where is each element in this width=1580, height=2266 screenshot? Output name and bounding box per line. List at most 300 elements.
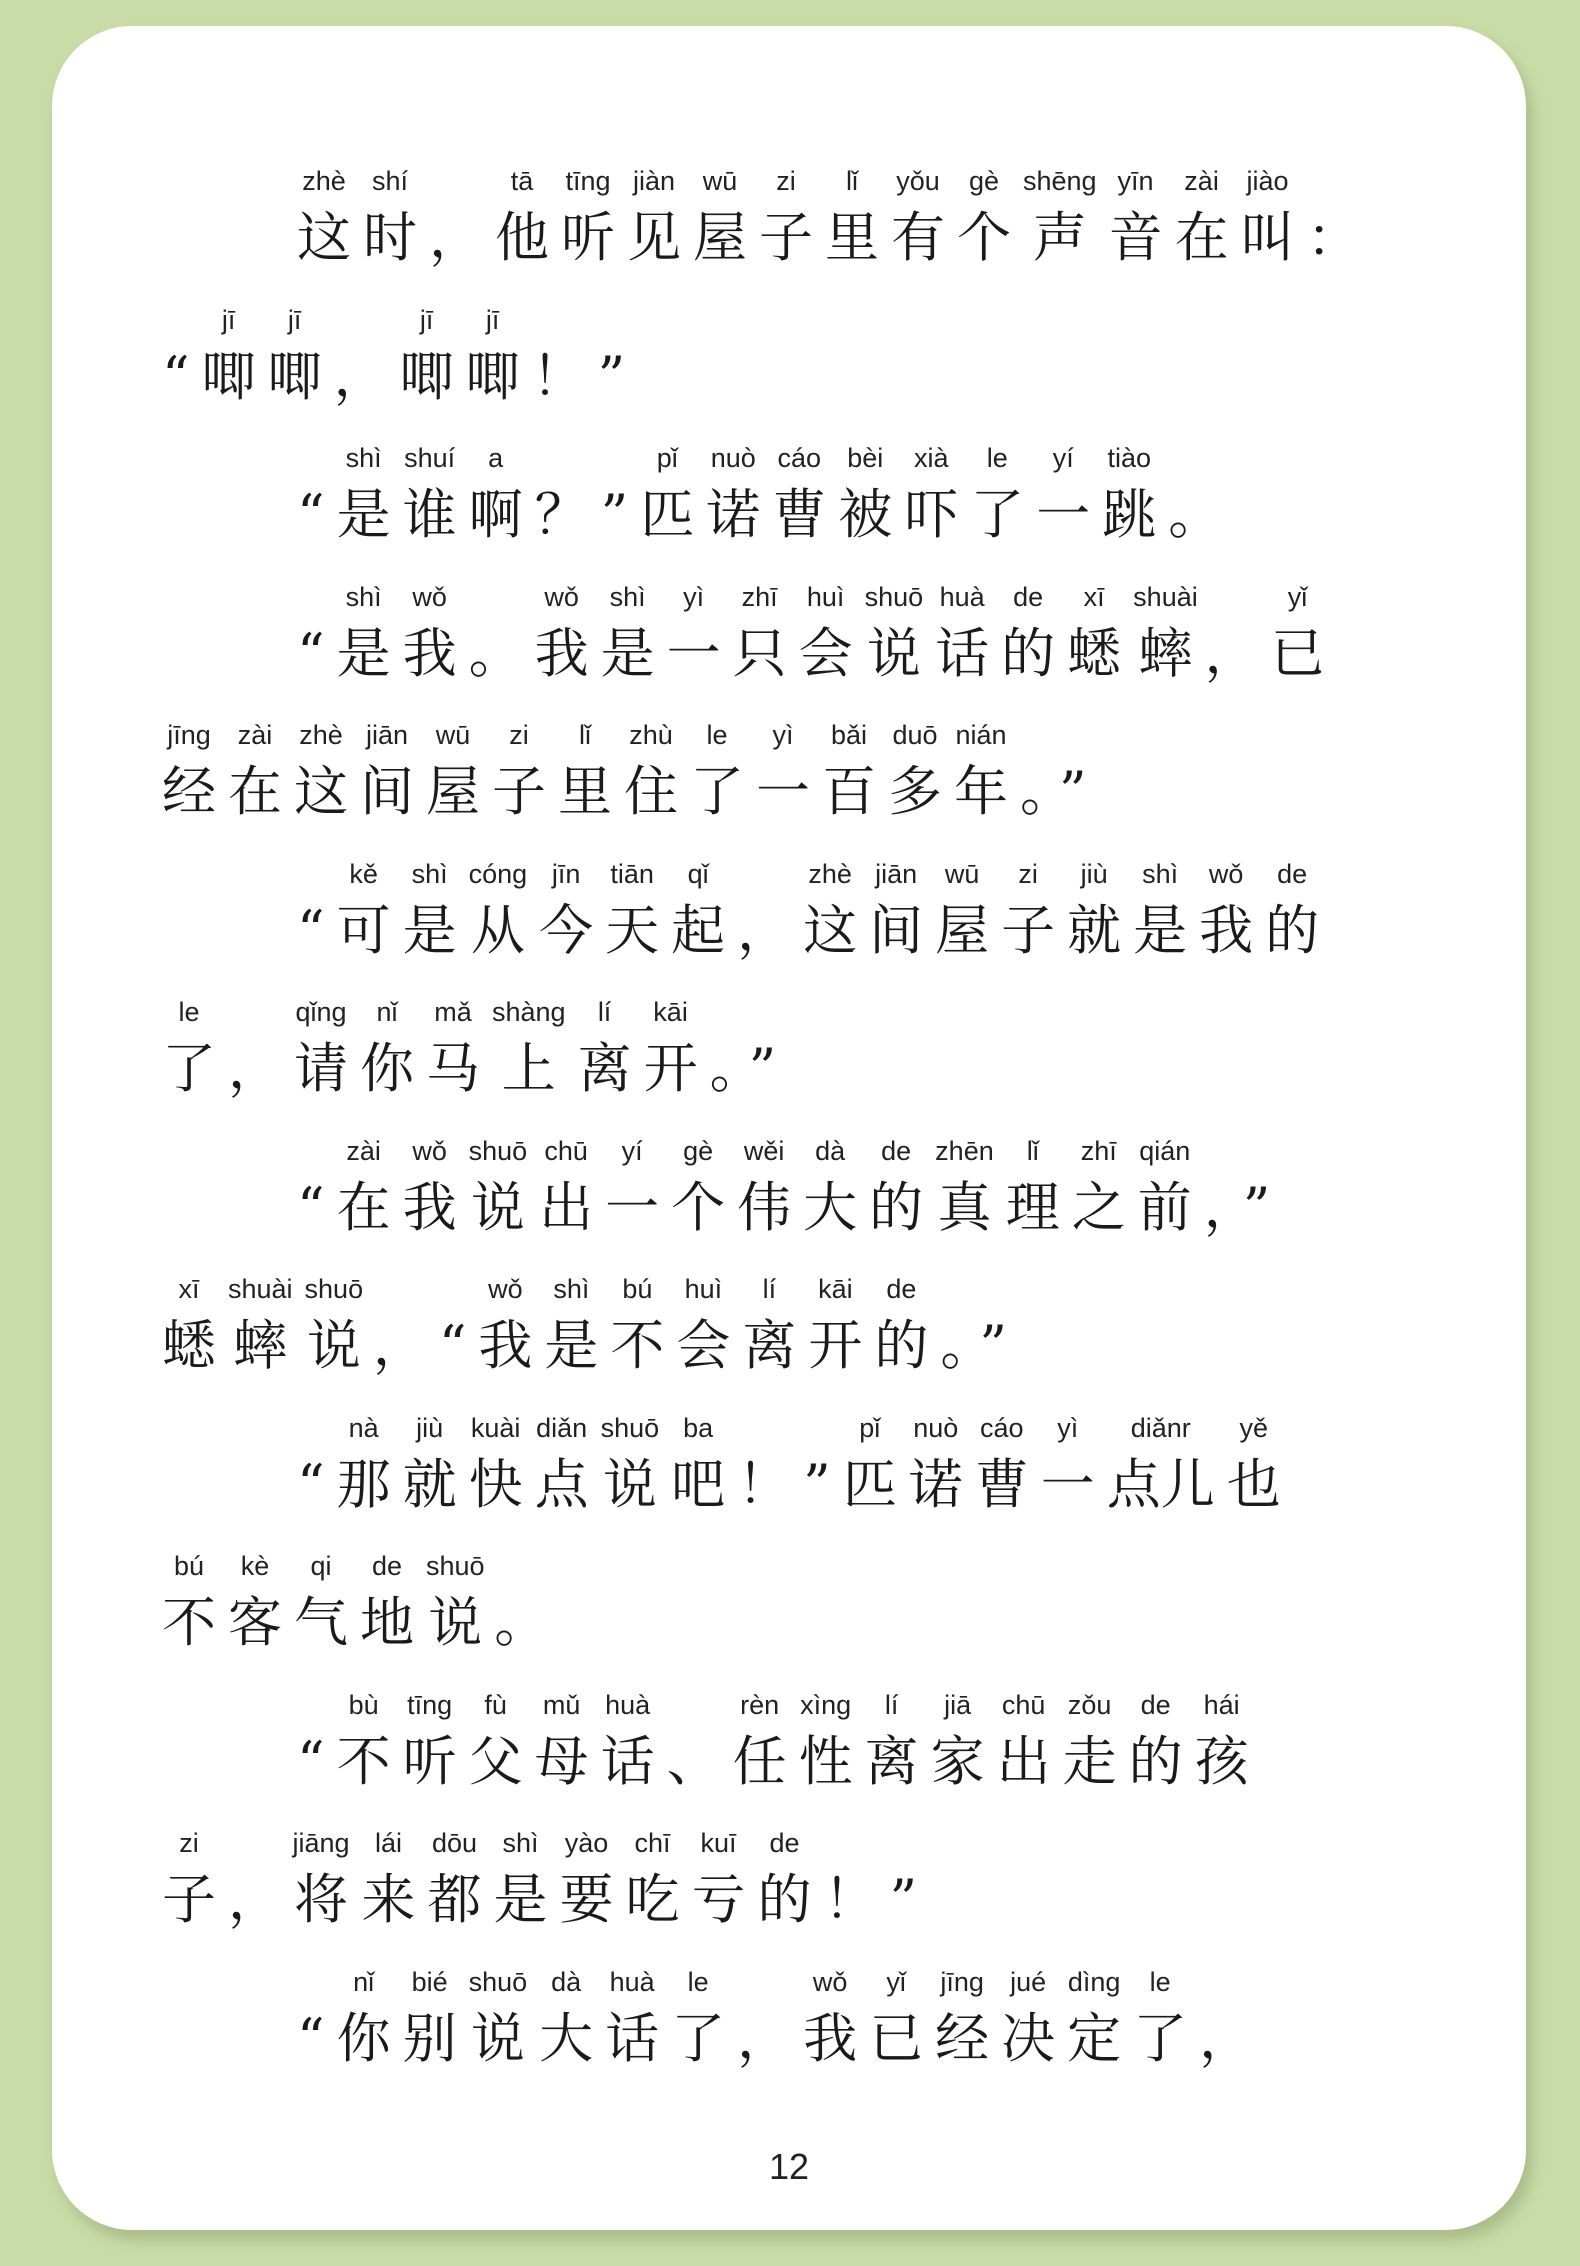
hanzi-char bbox=[539, 1135, 594, 1239]
pinyin: xī bbox=[162, 1274, 216, 1304]
pinyin: gè bbox=[671, 1135, 726, 1166]
hanzi: 一 bbox=[605, 1175, 660, 1239]
hanzi: 匹 bbox=[842, 1452, 897, 1516]
hanzi: 的 bbox=[757, 1868, 812, 1931]
hanzi: 是 bbox=[336, 483, 391, 546]
hanzi-char bbox=[162, 1828, 216, 1931]
punctuation: ” bbox=[1242, 1175, 1271, 1239]
pinyin: shuài bbox=[228, 1274, 293, 1304]
hanzi: 开 bbox=[643, 1037, 698, 1100]
hanzi: 就 bbox=[402, 1452, 457, 1516]
hanzi: 唧 bbox=[465, 344, 520, 408]
hanzi-char bbox=[1023, 166, 1097, 269]
hanzi-char bbox=[559, 1828, 614, 1931]
pinyin: yí bbox=[605, 1135, 660, 1166]
hanzi-char bbox=[468, 1135, 528, 1239]
hanzi-char bbox=[624, 720, 678, 823]
pinyin: jiān bbox=[869, 858, 924, 889]
pinyin: mǎ bbox=[426, 997, 480, 1027]
hanzi-char bbox=[869, 1135, 924, 1239]
hanzi-char bbox=[1102, 443, 1157, 546]
hanzi: 经 bbox=[935, 2006, 990, 2070]
hanzi-char bbox=[478, 1274, 533, 1377]
hanzi: 是 bbox=[600, 621, 655, 685]
hanzi: 里 bbox=[825, 206, 879, 269]
text-line bbox=[162, 997, 1442, 1136]
pinyin: shì bbox=[493, 1828, 548, 1858]
hanzi: 说 bbox=[600, 1452, 660, 1516]
hanzi: 屋 bbox=[935, 898, 990, 962]
hanzi-char bbox=[690, 720, 744, 823]
pinyin: nà bbox=[336, 1412, 391, 1443]
hanzi: 就 bbox=[1067, 898, 1122, 962]
hanzi-char bbox=[742, 1274, 797, 1377]
hanzi-char bbox=[864, 581, 924, 685]
hanzi: 年 bbox=[954, 760, 1008, 823]
text-line bbox=[162, 1274, 1442, 1413]
hanzi-char bbox=[267, 304, 322, 408]
hanzi: 你 bbox=[336, 2006, 391, 2070]
punctuation: 。 bbox=[468, 621, 523, 685]
hanzi-char bbox=[908, 1412, 963, 1516]
hanzi: 亏 bbox=[691, 1868, 746, 1931]
hanzi-char bbox=[162, 1551, 216, 1654]
hanzi: 说 bbox=[304, 1314, 364, 1377]
hanzi: 的 bbox=[1001, 621, 1056, 685]
hanzi-char bbox=[1036, 443, 1091, 546]
pinyin: jiā bbox=[930, 1689, 985, 1720]
pinyin: xī bbox=[1067, 581, 1122, 612]
hanzi-char bbox=[561, 166, 615, 269]
punctuation: ， bbox=[737, 2006, 792, 2070]
hanzi: 住 bbox=[624, 760, 678, 823]
hanzi: 别 bbox=[402, 2006, 457, 2070]
punctuation: ” bbox=[889, 1868, 918, 1931]
hanzi: 这 bbox=[297, 206, 351, 269]
hanzi-char bbox=[904, 443, 959, 546]
hanzi: 会 bbox=[676, 1314, 731, 1377]
pinyin: nǐ bbox=[336, 1966, 391, 1997]
hanzi: 蟀 bbox=[228, 1314, 293, 1377]
pinyin: bù bbox=[336, 1689, 391, 1720]
pinyin: wǒ bbox=[402, 581, 457, 612]
hanzi: 我 bbox=[478, 1314, 533, 1377]
pinyin: wū bbox=[426, 720, 480, 750]
pinyin: shuài bbox=[1133, 581, 1198, 612]
hanzi: 叫 bbox=[1240, 206, 1295, 269]
hanzi: 子 bbox=[759, 206, 813, 269]
pinyin: kuài bbox=[468, 1412, 523, 1443]
pinyin: de bbox=[869, 1135, 924, 1166]
hanzi-char bbox=[426, 720, 480, 823]
pinyin: diǎnr bbox=[1106, 1412, 1215, 1443]
pinyin: yí bbox=[1036, 443, 1091, 473]
pinyin: yǐ bbox=[869, 1966, 924, 1997]
punctuation: ， bbox=[737, 898, 792, 962]
text-line bbox=[162, 1828, 1442, 1967]
hanzi: 开 bbox=[808, 1314, 863, 1377]
pinyin: wū bbox=[693, 166, 747, 196]
hanzi-char bbox=[465, 304, 520, 408]
hanzi: 我 bbox=[1199, 898, 1254, 962]
pinyin: yīn bbox=[1108, 166, 1163, 196]
pinyin: lǐ bbox=[825, 166, 879, 196]
hanzi: 我 bbox=[534, 621, 589, 685]
hanzi-char bbox=[402, 581, 457, 685]
hanzi-char bbox=[534, 581, 589, 685]
hanzi-char bbox=[996, 1689, 1051, 1793]
pinyin: wǒ bbox=[478, 1274, 533, 1304]
text-line bbox=[162, 720, 1442, 859]
pinyin: le bbox=[970, 443, 1025, 473]
punctuation: ！ bbox=[823, 1868, 878, 1931]
hanzi: 子 bbox=[1001, 898, 1056, 962]
hanzi-char bbox=[336, 581, 391, 685]
pinyin: jiān bbox=[360, 720, 414, 750]
punctuation: ， bbox=[333, 344, 388, 408]
pinyin: wǒ bbox=[803, 1966, 858, 1997]
text-line bbox=[162, 1413, 1442, 1552]
hanzi-char bbox=[1001, 581, 1056, 685]
pinyin: zi bbox=[1001, 858, 1056, 889]
hanzi: 真 bbox=[935, 1175, 994, 1239]
hanzi-char bbox=[492, 720, 546, 823]
hanzi-char bbox=[1001, 1966, 1056, 2070]
pinyin: lí bbox=[742, 1274, 797, 1304]
pinyin: shì bbox=[402, 858, 457, 889]
hanzi-char bbox=[1108, 166, 1163, 269]
pinyin: tiào bbox=[1102, 443, 1157, 473]
pinyin: shuō bbox=[864, 581, 924, 612]
punctuation: ， bbox=[1203, 1175, 1231, 1239]
pinyin: zhè bbox=[297, 166, 351, 196]
hanzi: 点儿 bbox=[1106, 1452, 1215, 1516]
pinyin: lǐ bbox=[1005, 1135, 1060, 1166]
hanzi: 的 bbox=[1128, 1729, 1183, 1793]
hanzi: 伟 bbox=[737, 1175, 792, 1239]
hanzi: 见 bbox=[627, 206, 681, 269]
pinyin: zǒu bbox=[1062, 1689, 1117, 1720]
pinyin: mǔ bbox=[534, 1689, 589, 1720]
hanzi-char bbox=[402, 443, 457, 546]
punctuation: “ bbox=[438, 1314, 467, 1377]
hanzi-char bbox=[544, 1274, 599, 1377]
hanzi-char bbox=[360, 720, 414, 823]
hanzi-char bbox=[1005, 1135, 1060, 1239]
hanzi-char bbox=[627, 166, 681, 269]
hanzi-char bbox=[691, 1828, 746, 1931]
hanzi-char bbox=[935, 858, 990, 962]
hanzi-char bbox=[842, 1412, 897, 1516]
pinyin: shuō bbox=[468, 1966, 528, 1997]
hanzi: 说 bbox=[468, 2006, 528, 2070]
pinyin: kě bbox=[336, 858, 391, 889]
pinyin: xià bbox=[904, 443, 959, 473]
pinyin: huà bbox=[605, 1966, 660, 1997]
pinyin: zhī bbox=[1071, 1135, 1126, 1166]
text-line bbox=[162, 305, 1442, 444]
hanzi: 间 bbox=[869, 898, 924, 962]
pinyin: shí bbox=[363, 166, 417, 196]
hanzi: 那 bbox=[336, 1452, 391, 1516]
hanzi-char bbox=[888, 720, 942, 823]
hanzi-char bbox=[974, 1412, 1029, 1516]
punctuation: ， bbox=[1199, 2006, 1254, 2070]
punctuation: ” bbox=[979, 1314, 1008, 1377]
hanzi: 是 bbox=[336, 621, 391, 685]
pinyin: duō bbox=[888, 720, 942, 750]
pinyin: kuī bbox=[691, 1828, 746, 1858]
hanzi: 之 bbox=[1071, 1175, 1126, 1239]
hanzi: 上 bbox=[492, 1037, 566, 1100]
hanzi-char bbox=[864, 1689, 919, 1793]
hanzi-char bbox=[294, 720, 348, 823]
hanzi: 天 bbox=[605, 898, 660, 962]
punctuation: ” bbox=[597, 344, 626, 408]
hanzi-char bbox=[706, 443, 761, 546]
hanzi-char bbox=[1128, 1689, 1183, 1793]
hanzi: 不 bbox=[162, 1591, 216, 1654]
pinyin: kāi bbox=[643, 997, 698, 1027]
hanzi: 已 bbox=[869, 2006, 924, 2070]
hanzi-char bbox=[759, 166, 813, 269]
punctuation: 、 bbox=[666, 1729, 721, 1793]
pinyin: zi bbox=[162, 1828, 216, 1858]
punctuation: ！ bbox=[737, 1452, 792, 1516]
hanzi: 家 bbox=[930, 1729, 985, 1793]
text-line bbox=[162, 1690, 1442, 1829]
hanzi: 将 bbox=[292, 1868, 350, 1931]
hanzi-char bbox=[493, 1828, 548, 1931]
hanzi: 这 bbox=[294, 760, 348, 823]
pinyin: jiāng bbox=[292, 1828, 350, 1858]
text-line bbox=[162, 1136, 1442, 1275]
pinyin: bèi bbox=[838, 443, 893, 473]
punctuation: 。 bbox=[940, 1314, 968, 1377]
punctuation: “ bbox=[297, 1452, 325, 1516]
hanzi-char bbox=[336, 443, 391, 546]
hanzi-char bbox=[640, 443, 695, 546]
text-line bbox=[162, 443, 1442, 582]
pinyin: zhè bbox=[294, 720, 348, 750]
pinyin: qi bbox=[294, 1551, 348, 1581]
hanzi: 可 bbox=[336, 898, 391, 962]
hanzi: 有 bbox=[891, 206, 945, 269]
hanzi: 我 bbox=[402, 621, 457, 685]
pinyin: gè bbox=[957, 166, 1011, 196]
hanzi: 声 bbox=[1023, 206, 1097, 269]
hanzi: 曹 bbox=[974, 1452, 1029, 1516]
hanzi: 离 bbox=[742, 1314, 797, 1377]
hanzi: 地 bbox=[360, 1591, 414, 1654]
hanzi-char bbox=[957, 166, 1011, 269]
hanzi: 里 bbox=[558, 760, 612, 823]
pinyin: jī bbox=[267, 304, 322, 335]
hanzi-char bbox=[798, 1689, 853, 1793]
hanzi-char bbox=[1133, 858, 1188, 962]
punctuation: “ bbox=[162, 344, 190, 408]
hanzi: 的 bbox=[874, 1314, 929, 1377]
hanzi: 请 bbox=[294, 1037, 348, 1100]
hanzi-char bbox=[643, 997, 698, 1100]
pinyin: le bbox=[1133, 1966, 1188, 1997]
hanzi-char bbox=[402, 1966, 457, 2070]
hanzi: 说 bbox=[468, 1175, 528, 1239]
hanzi-char bbox=[1226, 1412, 1281, 1516]
hanzi-char bbox=[874, 1274, 929, 1377]
pinyin: lí bbox=[864, 1689, 919, 1720]
hanzi-char bbox=[930, 1689, 985, 1793]
hanzi-char bbox=[869, 1966, 924, 2070]
pinyin: wǒ bbox=[534, 581, 589, 612]
hanzi: 决 bbox=[1001, 2006, 1056, 2070]
pinyin: ba bbox=[671, 1412, 726, 1443]
hanzi: 一 bbox=[1036, 483, 1091, 546]
pinyin: nuò bbox=[908, 1412, 963, 1443]
hanzi: 了 bbox=[1133, 2006, 1188, 2070]
hanzi-char bbox=[693, 166, 747, 269]
hanzi-char bbox=[732, 1689, 787, 1793]
hanzi-char bbox=[1265, 858, 1320, 962]
pinyin: de bbox=[1128, 1689, 1183, 1720]
pinyin: zài bbox=[336, 1135, 391, 1166]
hanzi: 大 bbox=[803, 1175, 858, 1239]
hanzi-char bbox=[426, 1551, 485, 1654]
pinyin: yì bbox=[756, 720, 810, 750]
hanzi: 了 bbox=[671, 2006, 726, 2070]
pinyin: de bbox=[360, 1551, 414, 1581]
hanzi: 说 bbox=[426, 1591, 485, 1654]
hanzi: 孩 bbox=[1194, 1729, 1249, 1793]
hanzi-char bbox=[162, 997, 216, 1100]
pinyin: zi bbox=[492, 720, 546, 750]
hanzi: 他 bbox=[495, 206, 549, 269]
hanzi: 只 bbox=[732, 621, 787, 685]
hanzi: 点 bbox=[534, 1452, 589, 1516]
hanzi: 诺 bbox=[908, 1452, 963, 1516]
pinyin: shēng bbox=[1023, 166, 1097, 196]
pinyin: zhī bbox=[732, 581, 787, 612]
hanzi-char bbox=[402, 858, 457, 962]
pinyin: jīng bbox=[935, 1966, 990, 1997]
hanzi-char bbox=[534, 1689, 589, 1793]
hanzi: 离 bbox=[577, 1037, 632, 1100]
hanzi-char bbox=[399, 304, 454, 408]
pinyin: lí bbox=[577, 997, 632, 1027]
hanzi: 已 bbox=[1270, 621, 1325, 685]
punctuation: ， bbox=[372, 1314, 427, 1377]
pinyin: chī bbox=[625, 1828, 680, 1858]
pinyin: tīng bbox=[561, 166, 615, 196]
punctuation: 。 bbox=[709, 1037, 737, 1100]
hanzi-char bbox=[803, 858, 858, 962]
hanzi-char bbox=[1001, 858, 1056, 962]
hanzi-char bbox=[492, 997, 566, 1100]
hanzi: 吃 bbox=[625, 1868, 680, 1931]
hanzi-char bbox=[954, 720, 1008, 823]
hanzi-char bbox=[468, 1966, 528, 2070]
pinyin: zhè bbox=[803, 858, 858, 889]
hanzi-char bbox=[162, 720, 216, 823]
punctuation: ” bbox=[803, 1452, 831, 1516]
pinyin: wǒ bbox=[1199, 858, 1254, 889]
hanzi-char bbox=[402, 1412, 457, 1516]
hanzi: 时 bbox=[363, 206, 417, 269]
hanzi-char bbox=[558, 720, 612, 823]
pinyin: yào bbox=[559, 1828, 614, 1858]
hanzi-char bbox=[671, 1966, 726, 2070]
hanzi-char bbox=[336, 1135, 391, 1239]
punctuation: ： bbox=[1306, 206, 1361, 269]
pinyin: jīn bbox=[539, 858, 594, 889]
hanzi-char bbox=[625, 1828, 680, 1931]
pinyin: shuō bbox=[426, 1551, 485, 1581]
hanzi: 了 bbox=[162, 1037, 216, 1100]
punctuation: “ bbox=[297, 483, 325, 546]
pinyin: cáo bbox=[772, 443, 827, 473]
punctuation: “ bbox=[297, 1729, 325, 1793]
hanzi: 一 bbox=[666, 621, 721, 685]
hanzi-char bbox=[1270, 581, 1325, 685]
hanzi: 子 bbox=[162, 1868, 216, 1931]
hanzi: 我 bbox=[803, 2006, 858, 2070]
pinyin: fù bbox=[468, 1689, 523, 1720]
hanzi: 蟋 bbox=[162, 1314, 216, 1377]
hanzi-char bbox=[756, 720, 810, 823]
hanzi: 起 bbox=[671, 898, 726, 962]
pinyin: tā bbox=[495, 166, 549, 196]
hanzi: 理 bbox=[1005, 1175, 1060, 1239]
hanzi: 是 bbox=[1133, 898, 1188, 962]
hanzi: 的 bbox=[1265, 898, 1320, 962]
hanzi: 定 bbox=[1067, 2006, 1122, 2070]
hanzi-char bbox=[666, 581, 721, 685]
pinyin: bié bbox=[402, 1966, 457, 1997]
hanzi-char bbox=[228, 1274, 293, 1377]
hanzi: 大 bbox=[539, 2006, 594, 2070]
hanzi-char bbox=[600, 1689, 655, 1793]
hanzi-char bbox=[935, 1135, 994, 1239]
hanzi-char bbox=[605, 1966, 660, 2070]
hanzi: 蟀 bbox=[1133, 621, 1198, 685]
punctuation: ， bbox=[228, 1037, 282, 1100]
hanzi-char bbox=[534, 1412, 589, 1516]
story-text bbox=[162, 166, 1442, 2105]
pinyin: shuō bbox=[468, 1135, 528, 1166]
punctuation: “ bbox=[297, 2006, 325, 2070]
pinyin: shuō bbox=[600, 1412, 660, 1443]
hanzi-char bbox=[935, 1966, 990, 2070]
hanzi: 屋 bbox=[693, 206, 747, 269]
hanzi: 气 bbox=[294, 1591, 348, 1654]
pinyin: zài bbox=[228, 720, 282, 750]
hanzi-char bbox=[808, 1274, 863, 1377]
pinyin: shì bbox=[600, 581, 655, 612]
hanzi: 曹 bbox=[772, 483, 827, 546]
hanzi-char bbox=[1071, 1135, 1126, 1239]
hanzi: 离 bbox=[864, 1729, 919, 1793]
pinyin: qián bbox=[1137, 1135, 1192, 1166]
hanzi: 被 bbox=[838, 483, 893, 546]
pinyin: pǐ bbox=[640, 443, 695, 473]
hanzi-char bbox=[737, 1135, 792, 1239]
hanzi-char bbox=[162, 1274, 216, 1377]
hanzi: 唧 bbox=[267, 344, 322, 408]
pinyin: de bbox=[1001, 581, 1056, 612]
hanzi: 啊 bbox=[468, 483, 523, 546]
pinyin: lái bbox=[361, 1828, 416, 1858]
hanzi-char bbox=[402, 1689, 457, 1793]
